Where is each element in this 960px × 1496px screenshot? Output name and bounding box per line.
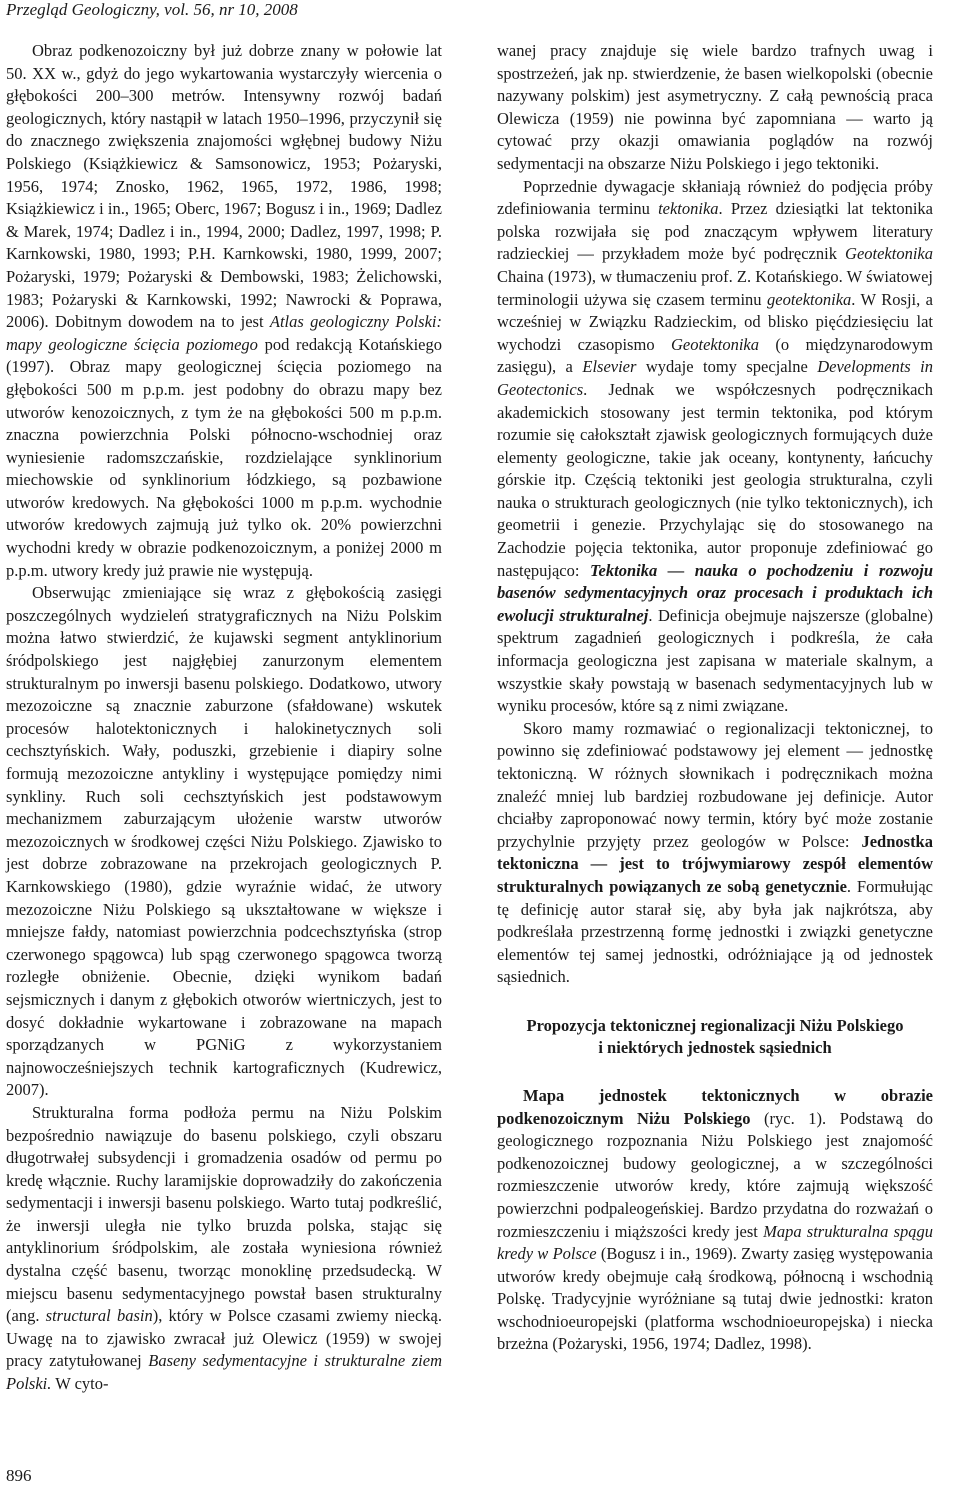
- text-run: . Przez dziesiątki lat tektonika polska rozwijała się pod znaczącym wpływem literatury radzieckiej — przykładem może być podręcznik: [497, 199, 933, 264]
- section-heading: [497, 1015, 933, 1059]
- text-run: Obraz podkenozoiczny był już dobrze znany w połowie lat 50. XX w., gdyż do jego wykartowania wystarczyły wiercenia o głębokości 200–300 metrów. Intensywny rozwój badań geologicznych, który nastąpił w latach 1950–1996, przyczynił się do znacznego zwiększenia znajomości wgłębnej budowy Niżu Polskiego (Książkiewicz & Samsonowicz, 1953; Pożaryski, 1956, 1974; Znosko, 1962, 1965, 1972, 1986, 1998; Książkiewicz i in., 1965; Oberc, 1967; Bogusz i in., 1969; Dadlez & Marek, 1974; Dadlez i in., 1994, 2000; Dadlez, 1997, 1998; P. Karnkowski, 1980, 1993; P.H. Karnkowski, 1980, 1999, 2007; Pożaryski, 1979; Pożaryski & Dembowski, 1983; Żelichowski, 1983; Pożaryski & Karnkowski, 1992; Nawrocki & Poprawa, 2006). Dobitnym dowodem na to jest: [6, 41, 442, 332]
- emphasis-text: Atlas geologiczny Polski: mapy geologiczne ścięcia poziomego: [6, 312, 443, 354]
- text-run: (Bogusz i in., 1969). Zwarty zasięg występowania utworów kredy obejmuje całą środkową, północną i wschodnią Polskę. Tradycyjnie wyróżniane są tutaj dwie jednostki: kraton wschodnioeuropejski (platforma wschodnioeuropejska) i niecka brzeżna (Pożaryski, 1956, 1974; Dadlez, 1998).: [497, 1244, 933, 1354]
- text-run: Strukturalna forma podłoża permu na Niżu Polskim bezpośrednio nawiązuje do basenu polskiego, czyli obszaru długotrwałej subsydencji i gromadzenia osadów od permu po kredę włącznie. Ruchy laramijskie doprowadziły do zakończenia sedymentacji i inwersji basenu polskiego. Warto tutaj podkreślić, że inwersji uległa nie tylko bruzda polska, stając się antyklinorium śródpolskim, ale została wyniesiona również dystalna część basenu, tworząc monoklinę przedsudecką. W miejscu basenu sedymentacyjnego powstał basen strukturalny (ang.: [6, 1102, 442, 1326]
- emphasis-text: Baseny sedymentacyjne i strukturalne ziem Polski.: [6, 1351, 442, 1394]
- text-run: Obserwując zmieniające się wraz z głębokością zasięgi poszczególnych wydzieleń stratygraficznych na Niżu Polskim można łatwo stwierdzić, że kujawski segment antyklinorium śródpolskiego jest najgłębiej zanurzonym elementem strukturalnym po inwersji basenu polskiego. Dodatkowo, utwory mezozoiczne są znacznie zaburzone (sfałdowane) wskutek procesów halotektonicznych i halokinetycznych soli cechsztyńskich. Wały, poduszki, grzebienie i diapiry solne formują mezozoiczne antykliny i występujące pomiędzy nimi synkliny. Ruch soli cechsztyńskich jest podstawowym mechanizmem zaburzającym ułożenie warstw utworów mezozoicznych w środkowej części Niżu Polskiego. Zjawisko to jest dobrze zobrazowane na przekrojach geologicznych P. Karnkowskiego (1980), gdzie wyraźnie widać, że utwory mezozoiczne Niżu Polskiego są ukształtowane w większe i mniejsze fałdy, natomiast powierzchnia podcechsztyńska (strop czerwonego spągowca) lub spąg czerwonego spągowca tworzą rozległe obniżenie. Obecnie, dzięki wynikom badań sejsmicznych i danym z głębokich otworów wiertniczych, jest to dosyć dokładnie wykartowane i zobrazowane na mapach sporządzanych w PGNiG z wykorzystaniem najnowocześniejszych technik kartograficznych (Kudrewicz, 2007).: [6, 583, 442, 1100]
- emphasis-text: structural basin: [45, 1306, 153, 1326]
- body-paragraph: [6, 1102, 442, 1396]
- emphasis-text: tektonika: [658, 199, 719, 219]
- body-paragraph: [497, 40, 933, 176]
- body-paragraph: [497, 718, 933, 989]
- text-run: Poprzednie dywagacje skłaniają również do podjęcia próby zdefiniowania terminu: [497, 176, 933, 219]
- text-run: Propozycja tektonicznej regionalizacji Niżu Polskiego: [526, 1015, 904, 1035]
- emphasis-text: Mapa jednostek tektonicznych w obrazie podkenozoicznym Niżu Polskiego: [497, 1085, 933, 1128]
- emphasis-text: Geotektonika: [845, 244, 933, 264]
- text-run: . Jednak we współczesnych podręcznikach akademickich stosowany jest termin tektonika, pod którym rozumie się całokształt zjawisk geologicznych formujących duże elementy geologiczne, takie jak oceany, kontynenty, łańcuchy górskie itp. Częścią tektoniki jest geologia strukturalna, czyli nauka o strukturach geologicznych (nie tylko tektonicznych), ich geometrii i genezie. Przychylając się do stosowanego na Zachodzie pojęcia tektonika, autor proponuje zdefiniować go następująco:: [497, 379, 933, 580]
- left-column: [6, 40, 442, 1396]
- running-header: Przegląd Geologiczny, vol. 56, nr 10, 2008: [6, 0, 298, 19]
- right-column: [497, 40, 933, 1356]
- emphasis-text: Geotektonika: [671, 334, 759, 354]
- emphasis-text: Tektonika — nauka o pochodzeniu i rozwoju basenów sedymentacyjnych oraz procesach i produktach ich ewolucji strukturalnej: [497, 560, 933, 625]
- emphasis-text: Jednostka tektoniczna — jest to trójwymiarowy zespół elementów strukturalnych powiązanych ze sobą genetycznie: [497, 831, 933, 896]
- text-run: ), który w Polsce czasami zwiemy niecką. Uwagę na to zjawisko zwracał już Olewicz (1959) w swojej pracy zatytułowanej: [6, 1306, 442, 1371]
- emphasis-text: geotektonika: [767, 289, 852, 309]
- text-run: (ryc. 1). Podstawą do geologicznego rozpoznania Niżu Polskiego jest znajomość podkenozoicznej budowy geologicznej, a w szczególności rozmieszczenie utworów kredy, które zajmują większość powierzchni podpaleogeńskiej. Bardzo przydatna do rozważań o rozmieszczeniu i miąższości kredy jest: [497, 1108, 933, 1241]
- text-run: W cyto-: [51, 1374, 109, 1394]
- text-run: (o międzynarodowym zasięgu), a: [497, 334, 933, 377]
- text-run: . W Rosji, a wcześniej w Związku Radzieckim, od blisko pięćdziesięciu lat wychodzi czasopismo: [497, 289, 933, 354]
- text-run: wanej pracy znajduje się wiele bardzo trafnych uwag i spostrzeżeń, jak np. stwierdzenie, że basen wielkopolski (obecnie nazywany polskim) jest asymetryczny. Z całą pewnością praca Olewicza (1959) nie powinna być zapomniana — warto ją cytować przy okazji omawiania poglądów na rozwój sedymentacji na obszarze Niżu Polskiego i jego tektoniki.: [497, 41, 933, 173]
- body-paragraph: [497, 1085, 933, 1356]
- emphasis-text: Developments in Geotectonics: [497, 357, 933, 399]
- page-number: 896: [6, 1466, 32, 1485]
- text-run: pod redakcją Kotańskiego (1997). Obraz mapy geologicznej ścięcia poziomego na głębokości 500 m p.p.m. jest podobny do obrazu mapy bez utworów kenozoicznych, z tym że na głębokości 500 m p.p.m. znaczna powierzchnia Polski północno-wschodniej oraz wyniesienie radomszczańskie, rozdzielające synklinorium miechowskie od synklinorium łódzkiego, są pozbawione utworów kredowych. Na głębokości 1000 m p.p.m. wychodnie utworów kredowych zajmują już tylko ok. 20% powierzchni wychodni kredy w obrazie podkenozoicznym, a poniżej 2000 m p.p.m. utwory kredy już prawie nie występują.: [6, 334, 443, 580]
- text-run: . Formułując tę definicję autor starał się, aby była jak najkrótsza, aby podkreślała przestrzenną formę jednostki i związki genetyczne elementów tej samej jednostki, odróżniające ją od jednostek sąsiednich.: [497, 876, 933, 987]
- body-paragraph: [6, 40, 442, 582]
- text-run: i niektórych jednostek sąsiednich: [598, 1037, 832, 1057]
- body-paragraph: [6, 582, 442, 1102]
- text-run: Chaina (1973), w tłumaczeniu prof. Z. Kotańskiego. W światowej terminologii używa się czasem terminu: [497, 266, 933, 309]
- emphasis-text: Mapa strukturalna spągu kredy w Polsce: [497, 1221, 933, 1264]
- body-paragraph: [497, 176, 933, 718]
- text-run: . Definicja obejmuje najszersze (globalne) spektrum zagadnień geologicznych i podkreśla, że cała informacja geologiczna jest zapisana w materiale skalnym, a wszystkie skały powstają w basenach sedymentacyjnych lub w wyniku procesów, które są z nimi związane.: [497, 605, 933, 716]
- emphasis-text: Elsevier: [582, 357, 637, 377]
- text-run: Skoro mamy rozmawiać o regionalizacji tektonicznej, to powinno się zdefiniować podstawowy jej element — jednostkę tektoniczną. W różnych słownikach i podręcznikach można znaleźć mniej lub bardziej rozbudowane jej definicje. Autor chciałby zaproponować nowy termin, który być może zostanie przychylnie przyjęty przez geologów w Polsce:: [497, 718, 933, 851]
- text-run: wydaje tomy specjalne: [636, 357, 818, 377]
